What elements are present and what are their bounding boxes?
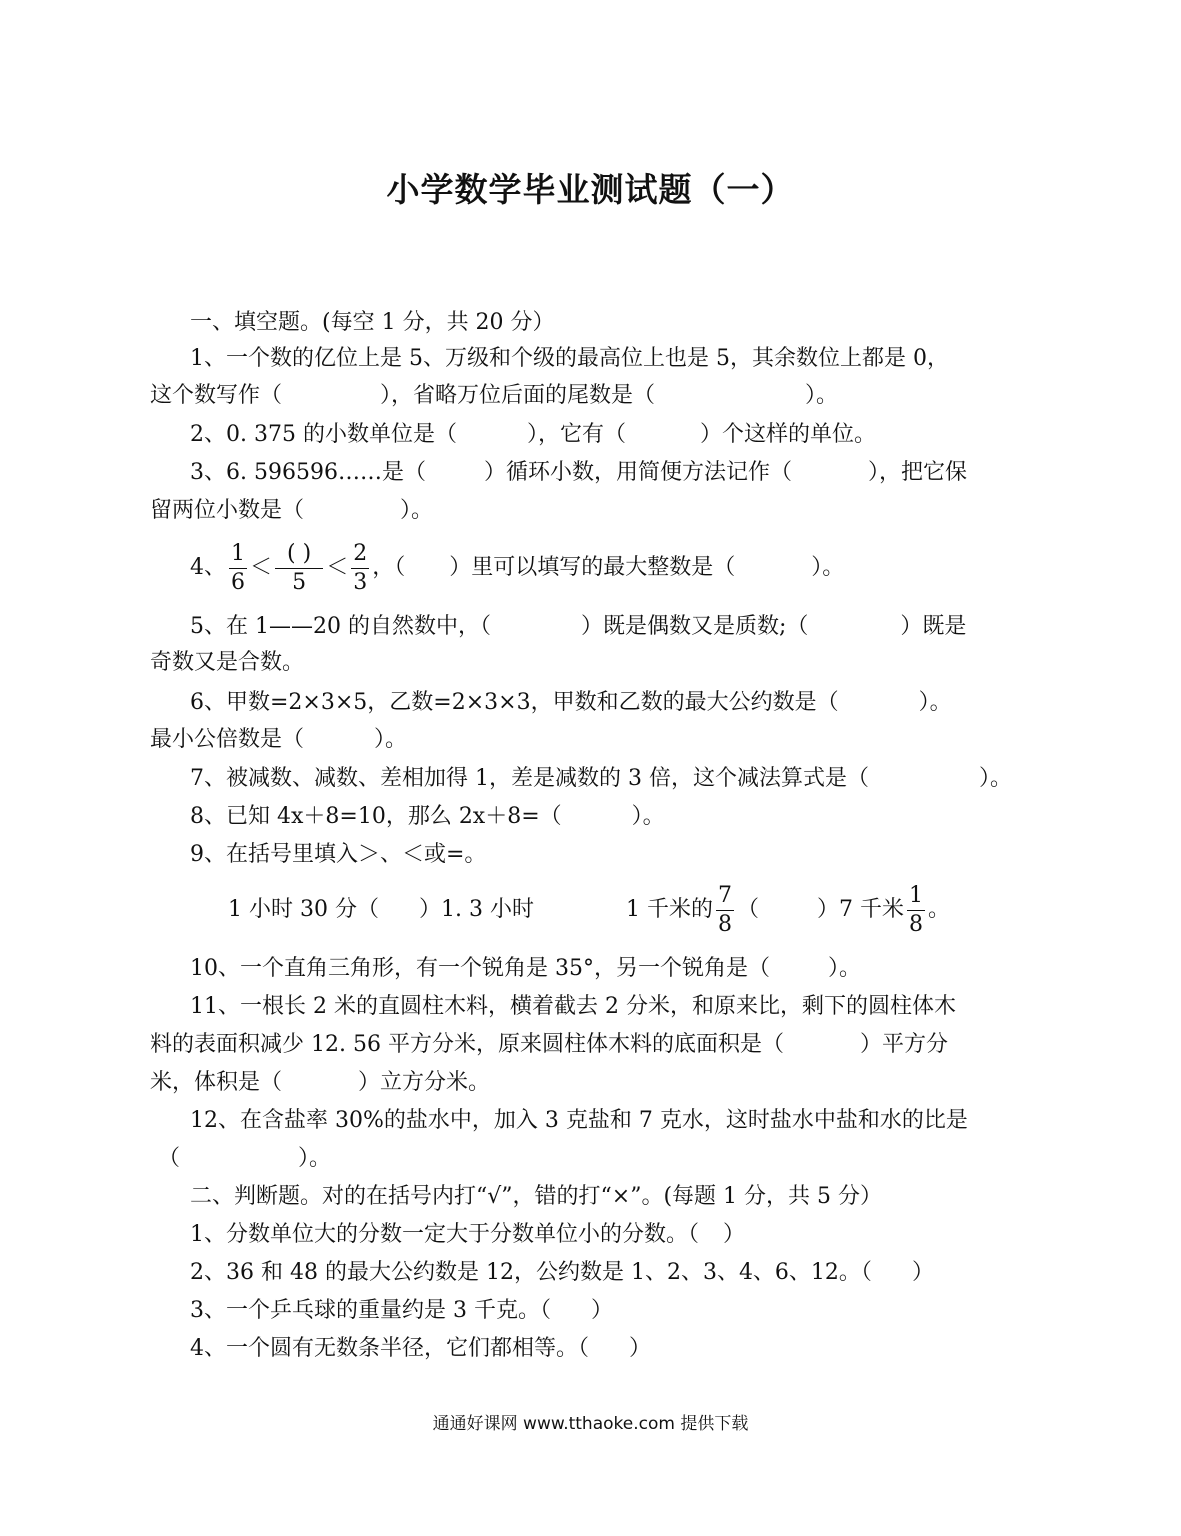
q6-line1: 6、甲数=2×3×5，乙数=2×3×3，甲数和乙数的最大公约数是（ ）。	[190, 690, 952, 715]
q11-line3: 米，体积是（ ）立方分米。	[150, 1070, 491, 1095]
q11-line2: 料的表面积减少 12. 56 平方分米，原来圆柱体木料的底面积是（ ）平方分	[150, 1032, 948, 1057]
fraction-one-eighth: $\frac{1}{8}$	[908, 882, 923, 937]
q1-line2: 这个数写作（ ），省略万位后面的尾数是（ ）。	[150, 383, 839, 408]
footer-source: 通通好课网 www.tthaoke.com 提供下载	[432, 1414, 749, 1434]
section2-heading: 二、判断题。对的在括号内打“√”，错的打“×”。(每题 1 分，共 5 分）	[190, 1184, 882, 1209]
q1-line1: 1、一个数的亿位上是 5、万级和个级的最高位上也是 5，其余数位上都是 0，	[190, 346, 949, 371]
q5-line1: 5、在 1——20 的自然数中，（ ）既是偶数又是质数;（ ）既是	[190, 614, 967, 639]
q3-line1: 3、6. 596596……是（ ）循环小数，用简便方法记作（ ），把它保	[190, 460, 967, 485]
q7-line: 7、被减数、减数、差相加得 1，差是减数的 3 倍，这个减法算式是（ ）。	[190, 766, 1012, 791]
page-title: 小学数学毕业测试题（一）	[386, 170, 795, 209]
q4-line: 4、 $\frac{1}{6}$ ＜ $\frac{( )}{5}$ ＜ $\frac{2}{3}$ ，（ ）里可以填写的最大整数是（ ）。	[190, 540, 845, 595]
q2-line: 2、0. 375 的小数单位是（ ），它有（ ）个这样的单位。	[190, 422, 876, 447]
q5-line2: 奇数又是合数。	[150, 650, 305, 675]
judge-item-2: 2、36 和 48 的最大公约数是 12，公约数是 1、2、3、4、6、12。（ ）	[190, 1260, 934, 1285]
q11-line1: 11、一根长 2 米的直圆柱木料，横着截去 2 分米，和原来比，剩下的圆柱体木	[190, 994, 956, 1019]
judge-item-3: 3、一个乒乓球的重量约是 3 千克。（ ）	[190, 1298, 613, 1323]
fraction-blank-over-five: $\frac{( )}{5}$	[275, 540, 323, 597]
q12-line2: （ ）。	[158, 1146, 332, 1171]
fraction-one-sixth: $\frac{1}{6}$	[231, 540, 245, 595]
q10-line: 10、一个直角三角形，有一个锐角是 35°，另一个锐角是（ ）。	[190, 956, 861, 981]
q6-line2: 最小公倍数是（ ）。	[150, 727, 408, 752]
q8-line: 8、已知 4x＋8=10，那么 2x＋8=（ ）。	[190, 804, 665, 829]
fraction-seven-eighths: $\frac{7}{8}$	[717, 882, 732, 937]
q12-line1: 12、在含盐率 30%的盐水中，加入 3 克盐和 7 克水，这时盐水中盐和水的比是	[190, 1108, 968, 1133]
judge-item-4: 4、一个圆有无数条半径，它们都相等。（ ）	[190, 1336, 652, 1361]
q3-line2: 留两位小数是（ ）。	[150, 498, 434, 523]
q9-line2: 1 小时 30 分（ ）1. 3 小时 1 千米的 $\frac{7}{8}$ （ ）7 千米 $\frac{1}{8}$ 。	[228, 882, 950, 937]
judge-item-1: 1、分数单位大的分数一定大于分数单位小的分数。（ ）	[190, 1222, 746, 1247]
fraction-two-thirds: $\frac{2}{3}$	[353, 540, 368, 595]
q9-line1: 9、在括号里填入＞、＜或=。	[190, 842, 487, 867]
section1-heading: 一、填空题。(每空 1 分，共 20 分）	[190, 310, 555, 335]
